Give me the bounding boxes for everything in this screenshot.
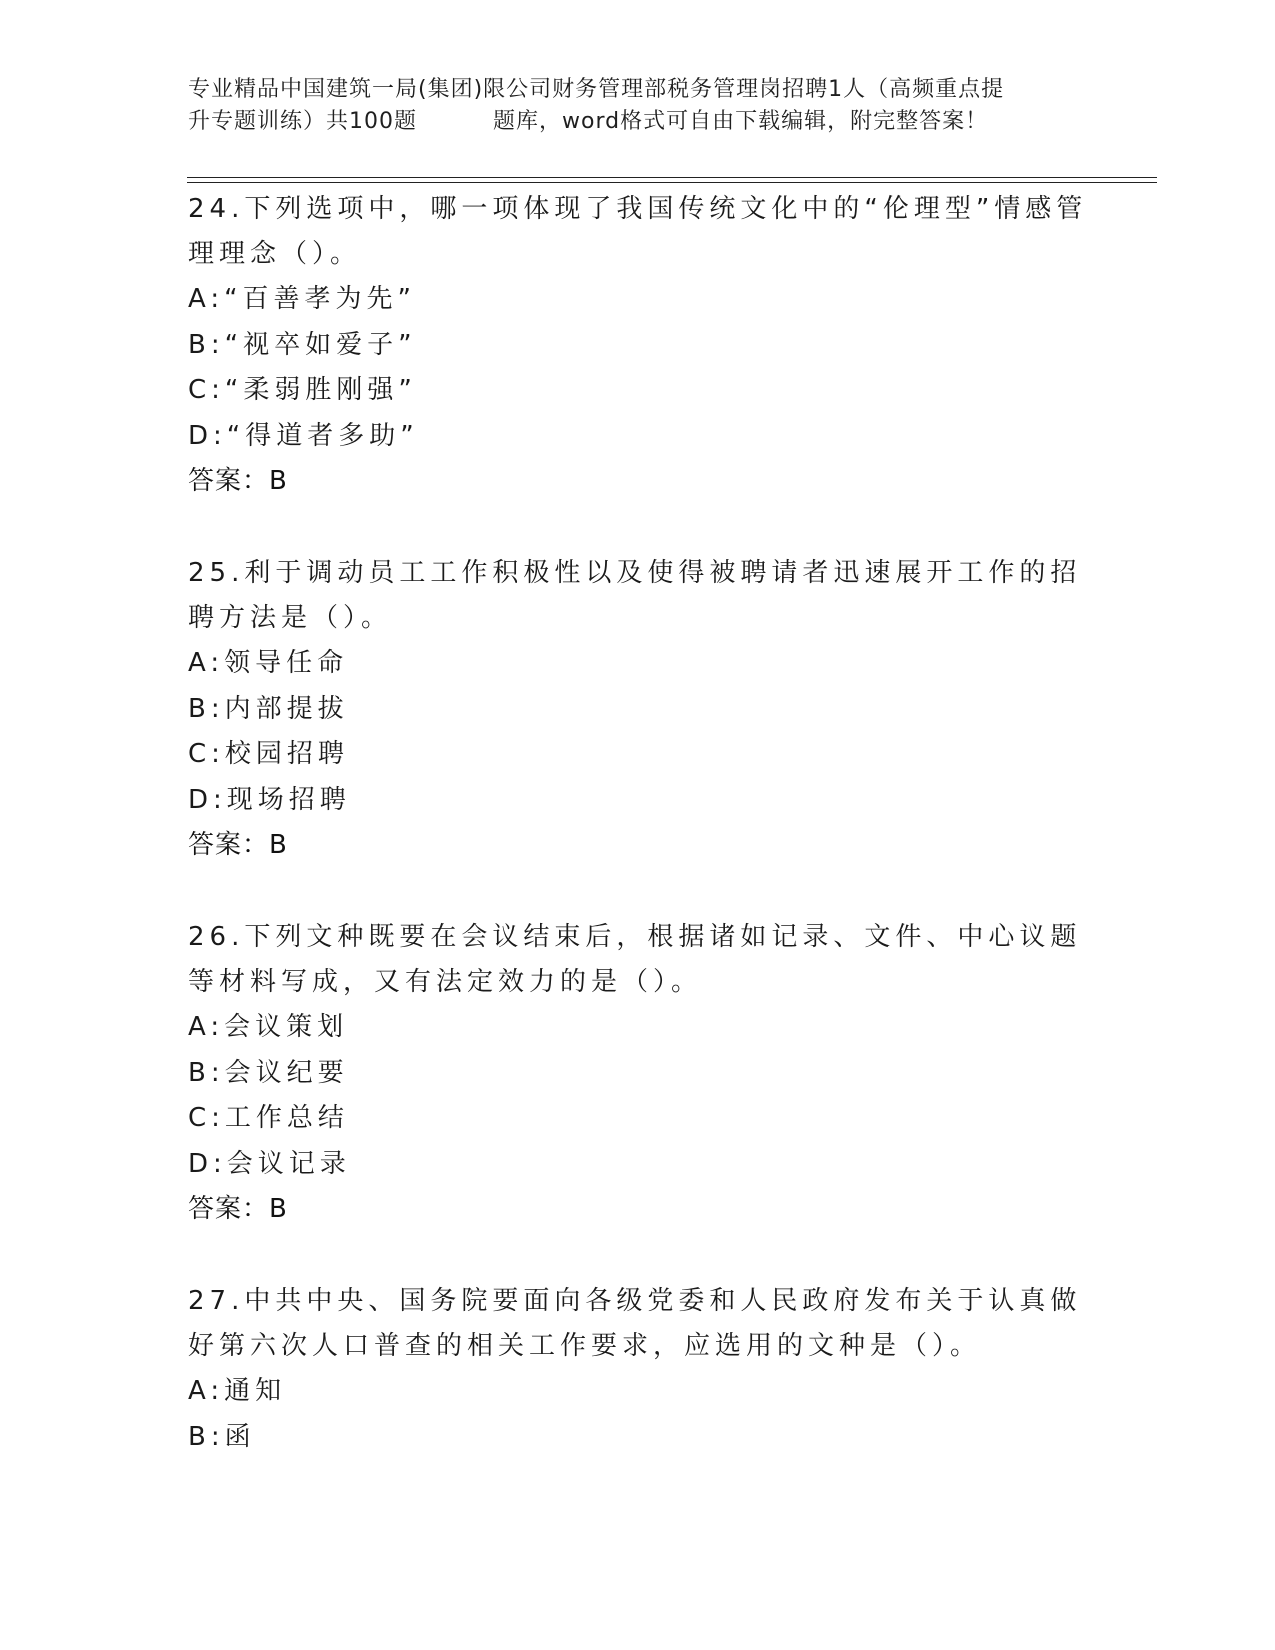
option-d: D:现场招聘	[188, 784, 351, 815]
question-stem: 26.下列文种既要在会议结束后，根据诸如记录、文件、中心议题等材料写成，又有法定效力的是（）。	[188, 922, 1082, 997]
header-title-line-2-right: 题库，word格式可自由下载编辑，附完整答案！	[493, 109, 989, 134]
header-divider-top	[187, 177, 1157, 178]
question-25	[188, 551, 1088, 868]
option-a: A:会议策划	[188, 1012, 349, 1042]
header-title-line-2-left: 升专题训练）共100题	[188, 109, 417, 134]
question-stem: 24.下列选项中，哪一项体现了我国传统文化中的“伦理型”情感管理理念（）。	[188, 194, 1088, 269]
question-27	[188, 1279, 1088, 1460]
question-24	[188, 187, 1088, 504]
option-b: B:“视卒如爱子”	[188, 329, 417, 360]
option-d: D:会议记录	[188, 1148, 351, 1179]
option-a: A:通知	[188, 1376, 287, 1406]
option-a: A:领导任命	[188, 648, 349, 678]
answer: 答案：B	[188, 830, 288, 860]
question-spacer	[188, 1232, 1088, 1279]
question-list	[188, 187, 1088, 1460]
header-divider-bottom	[187, 182, 1157, 183]
question-spacer	[188, 504, 1088, 551]
option-d: D:“得道者多助”	[188, 420, 419, 451]
option-a: A:“百善孝为先”	[188, 284, 417, 314]
answer: 答案：B	[188, 1194, 288, 1224]
option-b: B:内部提拔	[188, 693, 349, 724]
page-header	[188, 74, 1088, 138]
question-stem: 25.利于调动员工工作积极性以及使得被聘请者迅速展开工作的招聘方法是（）。	[188, 558, 1082, 633]
option-b: B:会议纪要	[188, 1057, 349, 1088]
question-spacer	[188, 868, 1088, 915]
option-c: C:“柔弱胜刚强”	[188, 375, 417, 405]
header-title-line-2	[188, 106, 1088, 138]
option-c: C:校园招聘	[188, 739, 349, 769]
option-c: C:工作总结	[188, 1103, 349, 1133]
answer: 答案：B	[188, 466, 288, 496]
question-stem: 27.中共中央、国务院要面向各级党委和人民政府发布关于认真做好第六次人口普查的相关工作要求，应选用的文种是（）。	[188, 1286, 1082, 1361]
option-b: B:函	[188, 1421, 256, 1452]
header-title-line-1: 专业精品中国建筑一局(集团)限公司财务管理部税务管理岗招聘1人（高频重点提	[188, 77, 1005, 102]
question-26	[188, 915, 1088, 1232]
